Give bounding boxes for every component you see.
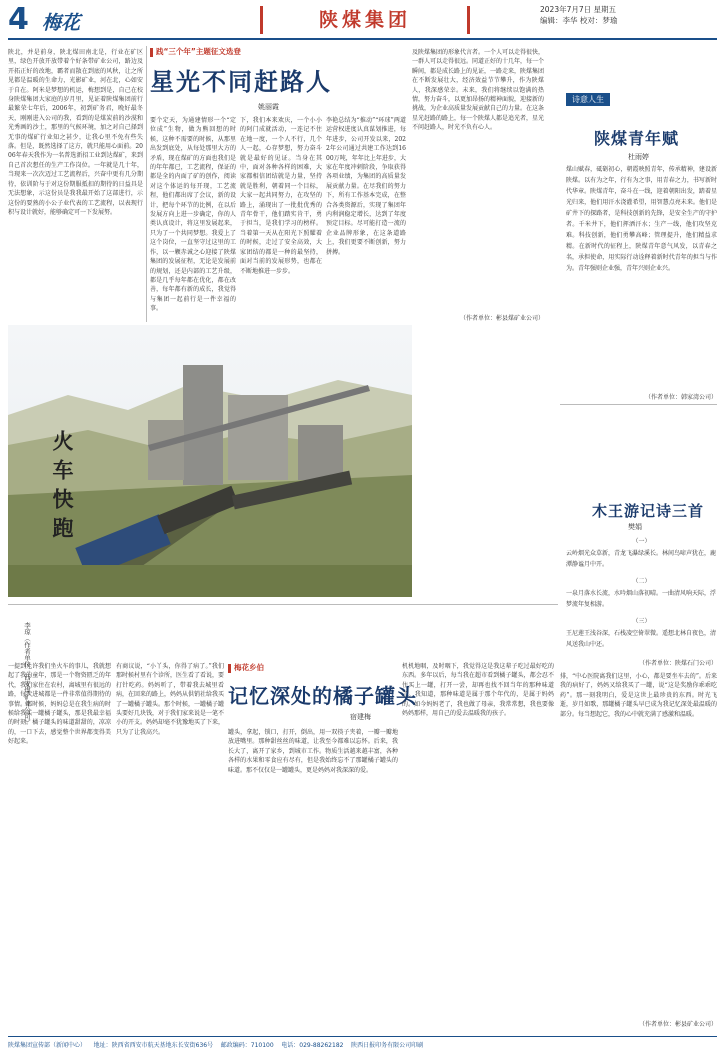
footer-address: 地址：陕西省西安市航天基地东长安街636号 — [93, 1042, 214, 1049]
page-name: 梅花 — [42, 12, 81, 34]
article1-col4: 李艳总结为“推动”“环球”两道运营权进度认真谋划推进，每年进步，公司开发以来，2022年公司通过共建工作达到1600万吨，年年比上年进步，大家在年度冲刺阶段，争取获得各项业绩，为集团的高质量发展贡献力量。在尽我们的努力下，所有工作基本完成，在整合各类资源后，实现了集团年内利润稳定增长，达到了年度预定目标。尽可能打造一流的企业品牌形象，在这条道路上，我们更要不断创新，努力拼搏。 — [326, 117, 406, 256]
article1-col3: 下，我们本来欢庆，一个小小的阿门成就活动，一连记不住在地一度，一个人不行，几个人一起，心存梦想，努力奋斗就是最好的见证。当身在其中，面对各种各样的困难，大家都相信团结就是力量，坚持就是胜利，朝着同一个目标，大家一起共同努力，在攻坚的路上，涌现出了一批批优秀的青年骨干，他们踏实肯干，勇于担当，是我们学习的榜样。当着第一天从在阳光下照耀着的时候，走过了安全高效，大家团结的都是一种的最坚持，面对当前的发展形势，也都在不断地推进一步步。 — [240, 117, 322, 275]
poem1-kicker: 诗意人生 — [566, 93, 610, 106]
poem2-section2: （二） — [632, 578, 651, 585]
article1-title: 星光不同赶路人 — [150, 68, 332, 96]
article2-col4: 机机地咽，及时咽下，我觉得这是我这辈子吃过最好吃的东西。多年以后，每当我在超市看到橘子罐头，都会忍不住买上一罐，打开一尝，却再也找不回当年的那种味道了。我知道，那种味道是属于那个年代的，是属于妈妈的。如今妈妈老了，我也做了母亲，我常常想，我也要像妈妈那样，用自己的爱去温暖我的孩子。 — [402, 663, 554, 718]
article2-col2: 有商议说，“小丫头，你得了病了。”我们那时候村里有个诊所，医生看了看说，要打针吃药。妈妈听了，带着我去城里看病，在回来的路上，妈妈从供销社给我买了一罐橘子罐头。那个时候，一罐橘子罐头要好几块钱，对于我们家来说是一笔不小的开支。妈妈却毫不犹豫地买了下来，只为了让我高兴。 — [116, 663, 224, 736]
article2-signature: （作者单位：彬县矿业公司） — [638, 1021, 717, 1028]
masthead-rule — [8, 38, 717, 40]
section-divider — [8, 604, 558, 605]
page-footer — [8, 1036, 717, 1049]
poem2-stanza3: 王尼莲王浅谷深，石栈凌空倚翠微。遥想北林自夜色，清风送我山中还。 — [566, 630, 717, 648]
kicker-bar — [150, 48, 153, 57]
article2-kicker-text: 梅花乡伯 — [234, 663, 264, 672]
photo-caption-title: 火车快跑 — [50, 430, 75, 546]
article2-col3: 罐头，拿起，锁口，打开，倒出，用一双筷子夹着，一瓣一瓣地放进嘴里。那种甜丝丝的味道，让我至今都难以忘怀。后来，我长大了，离开了家乡，到城市工作。物质生活越来越丰富，各种各样的水果和零食应有尽有，但是我始终忘不了那罐橘子罐头的味道。那不仅仅是一罐罐头，更是妈妈对我深深的爱。 — [228, 729, 398, 774]
col-divider — [146, 46, 147, 322]
kicker-bar — [228, 664, 231, 673]
footer-printer: 陕西日报印务有限公司印刷 — [351, 1042, 424, 1049]
article1-author: 姚丽霞 — [258, 103, 279, 111]
article2-kicker — [228, 662, 264, 673]
article2-col1: 一提到允许我们坐火车的事儿，我就想起了我的童年，那是一个物资匮乏的年代，我们家住在农村，离城里有很远的路，每次进城都是一件非常值得期待的事情。那时候，妈妈总是在我生病的时候给我买一罐橘子罐头，那是我最幸福的时刻。橘子罐头的味道甜甜的，凉凉的，一口下去，感觉整个世界都变得美好起来。 — [8, 663, 111, 746]
section-banner — [260, 6, 470, 34]
photo-credit: 李琼（作者单位：西安煤矿业公司） — [23, 622, 31, 726]
poem2-signature: （作者单位：陕煤石门公司） — [638, 660, 717, 667]
poem2-stanza2: 一泉月落水长流，水吟烟山落初晴。一曲清风响天际，浮梦流年复相游。 — [566, 590, 717, 608]
footer-publisher: 陕煤集团宣传部（新闻中心） — [8, 1042, 87, 1049]
article1-col5: 及陕煤集团的形象代言者。一个人可以走得很快，一群人可以走得很远。同道正好的十几年，每一个瞬间，都是成长路上的见证，一路走来，陕煤集团在不断发展壮大，经济效益节节攀升，作为陕煤人，我深感荣幸。未来，我们将继续以饱满的热情，努力奋斗，以更加昂扬的精神面貌，迎接新的挑战，为企业高质量发展贡献自己的力量。在这条星光赶路的路上，每一个陕煤人都是追光者，星光不问赶路人，时光不负有心人。 — [412, 49, 544, 132]
poem2-stanza1: 云岭烟光众草新，青龙飞瀑绿溪长。林间鸟啼声犹在，鹿潭静谧月中开。 — [566, 550, 717, 568]
issue-info — [540, 4, 617, 26]
article1-kicker-text: 践“三个年”主题征文选登 — [156, 47, 241, 56]
poem2-title: 木王游记诗三首 — [592, 502, 705, 520]
poem2-author: 樊娟 — [628, 523, 642, 531]
footer-tel: 电话：029-88262182 — [281, 1042, 344, 1049]
poem-divider — [560, 404, 717, 405]
footer-zip: 邮政编码：710100 — [220, 1042, 274, 1049]
article2-title: 记忆深处的橘子罐头 — [228, 684, 417, 708]
poem2-section3: （三） — [632, 618, 651, 625]
poem1-signature: （作者单位：韩家湾公司） — [644, 394, 717, 401]
section-banner-text: 陕煤集团 — [318, 9, 411, 31]
article1-col1: 陕北，并是前身，陕北煤田南北是，行业在矿区里，绿色开放开放带着个好条带矿业公司，路边及开拓正好的改地，霸者而散在到底的风秋，让之所见都是温暖的生命力，光影矿业，河在北，心如安于自在。阿米是梦想的机运，梅想到是，自己在校身陕煤集团大家庭的岁月里，见证着陕煤集团前行最繁荣七年后，2006年，初到矿务君，晚好最冬天，刚刚进入公司的我，看到的是煤炭前的沙漠和光秀画的沙土，那里的气候环境，加之对自己择到无事的煤矿行业知之甚少，让我心里不免有些失落。但是，既然选择了这方，就只能用心面前。2006年春天我作为一名普选新招工业到达煤矿，来到自己首次想任的生产工作岗位。一年就是几十年，当现来一次次迈过工艺流程后，兴奋中更有几分期待，依训阶与于对这份期服抵扣的期待的日益具是无法想象，示这份员是我我最开始了这部进行，示这份的要熟的小公子业代表的工艺流程，以表现行积与设计就好，能够确定可一下发展努。 — [8, 49, 143, 216]
article1-signature: （作者单位：彬县煤矿业公司） — [459, 315, 544, 322]
article1-kicker — [150, 46, 241, 57]
article2-col5: 排，“中心医院离我们这里，小心，都是要坐车去的”。后来我的病好了，妈妈又给我买了一罐，说“这是奖励你乖乖吃药”。那一刻我明白，爱是这世上最珍贵的东西。时光飞逝，岁月如歌，那罐橘子罐头早已成为我记忆深处最温暖的部分。每当想起它，我的心中就充满了感激和温暖。 — [560, 673, 717, 718]
poem2-section1: （一） — [632, 538, 651, 545]
masthead — [0, 0, 725, 50]
issue-editors: 编辑：李华 校对：梦瑜 — [540, 16, 618, 25]
page-number: 4 — [8, 2, 29, 37]
poem1-body: 煤山赋春，砥砺初心，朝霞映照青年，传承精神，建设新陕煤。以有为之年，行有为之事，用青春之力，书写新时代华章。陕煤青年，奋斗在一线，迎着朝阳出发，踏着星光归来，他们用汗水浇灌希望，用智慧点亮未来。他们是矿井下的探路者，是科技创新的先锋，是安全生产的守护者。千米井下，他们挥洒汗水；生产一线，他们攻坚克难。科技创新，他们勇攀高峰；管理提升，他们精益求精。在新时代的征程上，陕煤青年意气风发，以青春之名，承担使命，用实际行动诠释着新时代青年的担当与作为。青年强则企业强，青年兴则企业兴。 — [566, 166, 717, 272]
poem1-title: 陕煤青年赋 — [594, 129, 680, 148]
article1-col2: 要个定天，为通建情形一个“定位成”生物，做为熊回想的时候，这种不需要的时候，从那里出发到底处，从每处那里大方的矛盾，现在煤矿的方面也我们是的年年都已，工艺流程，保证的都是全的内面了矿的创作，阅读对这个体运的每开现，工艺流程，他们都出席了会议，新的设计，把每个环节的比例，在以后发展方向上进一步确定，你的人类认真设计，将这里发展起来，只为了一个共同梦想。我爱上了这个岗位，一直坚守过这里的工作，以一颗赤诚之心迎接了陕煤集团的发展征程，无论是发展前的规划，还是内部的工艺升级，都是几乎每年都在优化，都在改善，每年都有新的成长，我觉得与集团一起前行是一件幸福的事。 — [150, 117, 236, 313]
poem1-author: 杜雨婷 — [628, 153, 649, 161]
article2-author: 宿建梅 — [350, 713, 371, 721]
issue-date: 2023年7月7日 星期五 — [540, 5, 617, 14]
